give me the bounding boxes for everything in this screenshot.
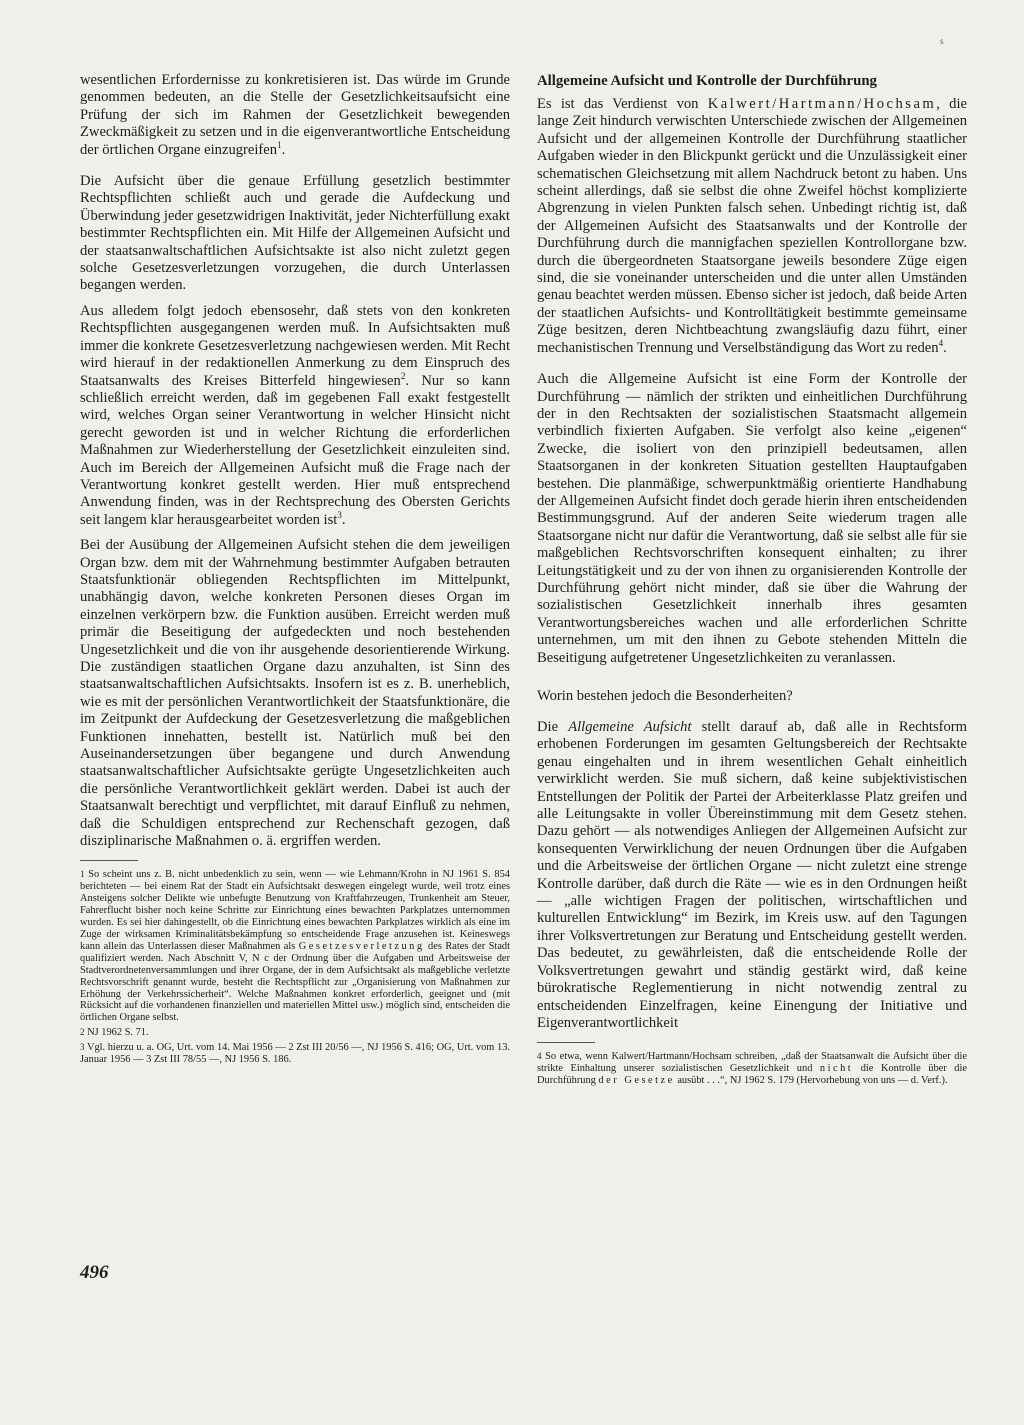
footnote-divider <box>80 860 138 861</box>
left-paragraph-1 <box>80 72 510 159</box>
page-number: 496 <box>80 1262 109 1283</box>
left-column <box>80 72 510 1069</box>
text: So etwa, wenn Kalwert/Hartmann/Hochsam schreiben, „daß der Staatsanwalt die Aufsicht über die strikte Einhaltung unserer sozialistischen Gesetzlichkeit und <box>537 1051 967 1075</box>
footnote-1 <box>80 869 510 1024</box>
text: stellt darauf ab, daß alle in Rechtsform erhobenen Forderungen im gesamten Geltungsbereich der Rechtsakte genau eingehalten und in ihrem wesentlichen Gehalt einheitlich verwirklicht werden. Sie muß sichern, daß keine subjektivistischen Entstellungen der Politik der Partei der Arbeiterklasse Platz greifen und alle Leitungsakte in voller Übereinstimmung mit dem Gesetz stehen. Dazu gehört — als notwendiges Anliegen der Allgemeinen Aufsicht zur konsequenten Verwirklichung der neuen Ordnungen über die Aufgaben und die Arbeitsweise der örtlichen Organe — nicht zuletzt eine strenge Kontrolle darüber, daß durch die Räte — wie es in den Ordnungen heißt — „alle wichtigen Fragen der politischen, wirtschaftlichen und kulturellen Entwicklung“ im Bezirk, im Kreis usw. auf den Tagungen ihrer Volksvertretungen zur Beratung und Entscheidung gestellt werden. Das bedeutet, zu gewährleisten, daß die entscheidende Rolle der Volksvertretungen gewahrt und ständig gestärkt wird, daß keine bürokratische Reglementierung in nicht notwendig zentral zu entscheidenden Einzelfragen, keine Einengung der Initiative und Eigenverantwortlichkeit <box>537 719 967 1031</box>
text: . <box>341 511 346 528</box>
right-paragraph-1 <box>537 96 967 357</box>
corner-mark: s <box>940 36 944 46</box>
text: Es ist das Verdienst von <box>537 96 708 112</box>
left-paragraph-3 <box>80 303 510 529</box>
section-heading: Allgemeine Aufsicht und Kontrolle der Durchführung <box>537 73 877 89</box>
left-paragraph-4: Bei der Ausübung der Allgemeinen Aufsicht stehen die dem jeweiligen Organ bzw. dem mit der Wahrnehmung bestimmter Aufgaben betrauten Staatsfunktionär obliegenden Rechtspflichten im Mittelpunkt, unabhängig davon, welche konkreten Personen dieses Organ im einzelnen verkörpern bzw. die Funktion ausüben. Erreicht werden muß primär die Beseitigung der aufgedeckten und noch bestehenden Ungesetzlichkeit und die von ihr ausgehende desorientierende Wirkung. Die zuständigen staatlichen Organe dazu anzuhalten, ist Sinn des staatsanwaltschaftlichen Aufsichtsakts. Insofern ist es z. B. unerheblich, wie es mit der persönlichen Verantwortlichkeit der Staatsfunktionäre, die im Zeitpunkt der Aufdeckung der Gesetzesverletzung die maßgeblichen Funktionen innehatten, bestellt ist. Natürlich muß bei den Auseinandersetzungen über begangene und durch Anwendung staatsanwaltschaftlicher Aufsichtsakte gerügte Ungesetzlichkeiten auch die persönliche Verantwortlichkeit geklärt werden. Dabei ist auch der Staatsanwalt berechtigt und verpflichtet, mit darauf Einfluß zu nehmen, daß die Schuldigen entsprechend zur Rechenschaft gezogen, daß disziplinarische Maßnahmen o. ä. ergriffen werden. <box>80 537 510 850</box>
right-paragraph-2: Auch die Allgemeine Aufsicht ist eine Form der Kontrolle der Durchführung — nämlich der strikten und einheitlichen Durchführung der in den Rechtsakten der sozialistischen Staatsmacht allgemein verbindlich fixierten Aufgaben. Sie verfolgt also keine „eigenen“ Zwecke, die isoliert von den prinzipiell bedeutsamen, allen Staatsorganen in der konkreten Situation gestellten Hauptaufgaben bestehen. Die planmäßige, schwerpunktmäßig orientierte Handhabung der Allgemeinen Aufsicht findet doch gerade hierin ihren entscheidenden Bestimmungsgrund. Auf der anderen Seite wiederum tragen alle Staatsorgane nicht nur dafür die Verantwortung, daß sie selbst alle für sie maßgeblichen Rechtsvorschriften konsequent einhalten; zu ihrer Leitungstätigkeit und zu der von ihnen zu organisierenden Kontrolle der Durchführung gehört nicht minder, daß sie über die Wahrung der sozialistischen Gesetzlichkeit innerhalb ihres gesamten Verantwortungsbereiches wachen und alle erforderlichen Schritte unternehmen, um mit den ihnen zu Gebote stehenden Mitteln die Beseitigung aufgetretener Ungesetzlichkeiten zu veranlassen. <box>537 371 967 666</box>
footnote-4 <box>537 1051 967 1087</box>
footnote-ref: 4 <box>938 337 944 348</box>
footnote-number: 2 <box>80 1027 85 1038</box>
subsection-question: Worin bestehen jedoch die Besonderheiten? <box>537 688 793 704</box>
text: wesentlichen Erfordernisse zu konkretisieren ist. Das würde im Grunde genommen bedeuten, an die Stelle der Gesetzlichkeitsaufsicht eine Prüfung der sich im Rahmen der Gesetzlichkeit bewegenden Zweckmäßigkeit zu setzen und in die eigenverantwortliche Entscheidung der örtlichen Organe einzugreifen <box>80 72 510 158</box>
emphasis: nicht <box>819 1063 854 1075</box>
emphasis: Allgemeine Aufsicht <box>568 719 692 735</box>
footnote-3 <box>80 1042 510 1066</box>
footnote-2 <box>80 1027 510 1039</box>
right-paragraph-3 <box>537 719 967 1032</box>
emphasis: Kalwert/Hartmann/Hochsam <box>707 96 937 112</box>
text: NJ 1962 S. 71. <box>87 1027 149 1039</box>
text: die Kontrolle über die Durchführung <box>537 1063 967 1087</box>
footnote-number: 3 <box>80 1042 85 1053</box>
text: . Nur so kann schließlich erreicht werden, daß im gegebenen Fall exakt festgestellt wird, welches Organ seiner Verantwortung in welcher Hinsicht nicht gerecht geworden ist und in welcher Richtung die erforderlichen Maßnahmen zur Wiederherstellung der Gesetzlichkeit einzuleiten sind. Auch im Bereich der Allgemeinen Aufsicht muß die Frage nach der Verantwortung konkret gestellt werden. Hier muß entsprechend Anwendung finden, was in der Rechtsprechung des Obersten Gerichts seit langem klar herausgearbeitet worden ist <box>80 372 511 528</box>
text: ausübt . . .“, NJ 1962 S. 179 (Hervorhebung von uns — d. Verf.). <box>674 1075 948 1087</box>
text: Aus alledem folgt jedoch ebensosehr, daß stets von den konkreten Rechtspflichten ausgegangenen werden muß. In Aufsichtsakten muß immer die konkrete Gesetzesverletzung nachgewiesen werden. Mit Recht wird hierauf in der redaktionellen Anmerkung zu dem Einspruch des Staatsanwalts des Kreises Bitterfeld hingewiesen <box>80 302 510 389</box>
text: Vgl. hierzu u. a. OG, Urt. vom 14. Mai 1956 — 2 Zst III 20/56 —, NJ 1956 S. 416; OG, Urt. vom 13. Januar 1956 — 3 Zst III 78/55 —, NJ 1956 S. 186. <box>80 1042 510 1066</box>
text: des Rates der Stadt qualifiziert werden. Nach Abschnitt V, N c der Ordnung über die Aufgaben und Arbeitsweise der Stadtverordnetenversammlungen und ihrer Organe, der in dem Aufsichtsakt als maßgebliche verletzte Rechtsvorschrift genannt wurde, besteht die Rechtspflicht zur „Organisierung von Maßnahmen zur Erhöhung der Verkehrssicherheit“. Welche Maßnahmen konkret erforderlich, geeignet und (mit Rücksicht auf die vorhandenen finanziellen und materiellen Mittel usw.) möglich sind, entscheiden die örtlichen Organe selbst. <box>80 940 511 1024</box>
footnote-ref: 2 <box>400 370 406 381</box>
left-paragraph-2: Die Aufsicht über die genaue Erfüllung gesetzlich bestimmter Rechtspflichten schließt auch und gerade die Aufdeckung und Überwindung jeder gesetzwidrigen Inaktivität, jeder Nichterfüllung exakt bestimmter Rechtspflichten ein. Mit Hilfe der Allgemeinen Aufsicht und der staatsanwaltschaftlichen Aufsichtsakte ist also nicht zuletzt gegen solche Gesetzesverletzungen vorzugehen, die durch Unterlassen begangen werden. <box>80 173 510 294</box>
emphasis: Gesetzesverletzung <box>298 940 425 952</box>
emphasis: der Gesetze <box>598 1075 675 1087</box>
text: , die lange Zeit hindurch verwischten Unterschiede zwischen der Allgemeinen Aufsicht und der allgemeinen Kontrolle der Durchführung staatlicher Aufgaben wieder in den Blickpunkt gerückt und die Unzulässigkeit einer schematischen Gleichsetzung mit allem Nachdruck betont zu haben. Uns scheint allerdings, daß sie selbst die ohne Zweifel höchst komplizierte Abgrenzung in vielen Punkten falsch sehen. Unbedingt richtig ist, daß der Allgemeinen Aufsicht des Staatsanwalts und der Kontrolle der Durchführung durch die mannigfachen speziellen Kontrollorgane bzw. durch die übergeordneten Staatsorgane jeweils besondere Züge eigen sind, die sie voneinander unterscheiden und die unter allen Umständen genau beachtet werden müssen. Ebenso sicher ist jedoch, daß beide Arten der staatlichen Aufsichts- und Kontrolltätigkeit bestimmte gemeinsame Züge besitzen, deren Nichtbeachtung zwangsläufig dazu führt, einer mechanistischen Trennung und Verselbständigung das Wort zu reden <box>537 96 967 356</box>
text: Die <box>537 719 569 735</box>
right-column <box>537 72 967 1090</box>
footnote-divider <box>537 1042 595 1043</box>
text: So scheint uns z. B. nicht unbedenklich zu sein, wenn — wie Lehmann/Krohn in NJ 1961 S. 854 berichteten — bei einem Rat der Stadt ein Aufsichtsakt deswegen eingelegt wurde, weil trotz eines Ansteigens solcher Delikte wie unbefugte Benutzung von Kraftfahrzeugen, Trunkenheit am Steuer, Fahrerflucht bisher noch keine Schritte zur Einrichtung eines bewachten Parkplatzes unternommen wurden. Es sei hier dahingestellt, ob die Einrichtung eines bewachten Parkplatzes wirklich als eine im Zuge der wirksamen Kriminalitätsbekämpfung so entscheidende Frage anzusehen ist. Keineswegs kann allein das Unterlassen dieser Maßnahmen als <box>80 869 510 952</box>
text: . <box>943 339 947 356</box>
footnote-number: 1 <box>80 869 85 880</box>
footnote-number: 4 <box>537 1051 542 1062</box>
text: . <box>281 141 286 158</box>
footnote-ref: 1 <box>277 139 282 150</box>
footnote-ref: 3 <box>337 509 342 520</box>
